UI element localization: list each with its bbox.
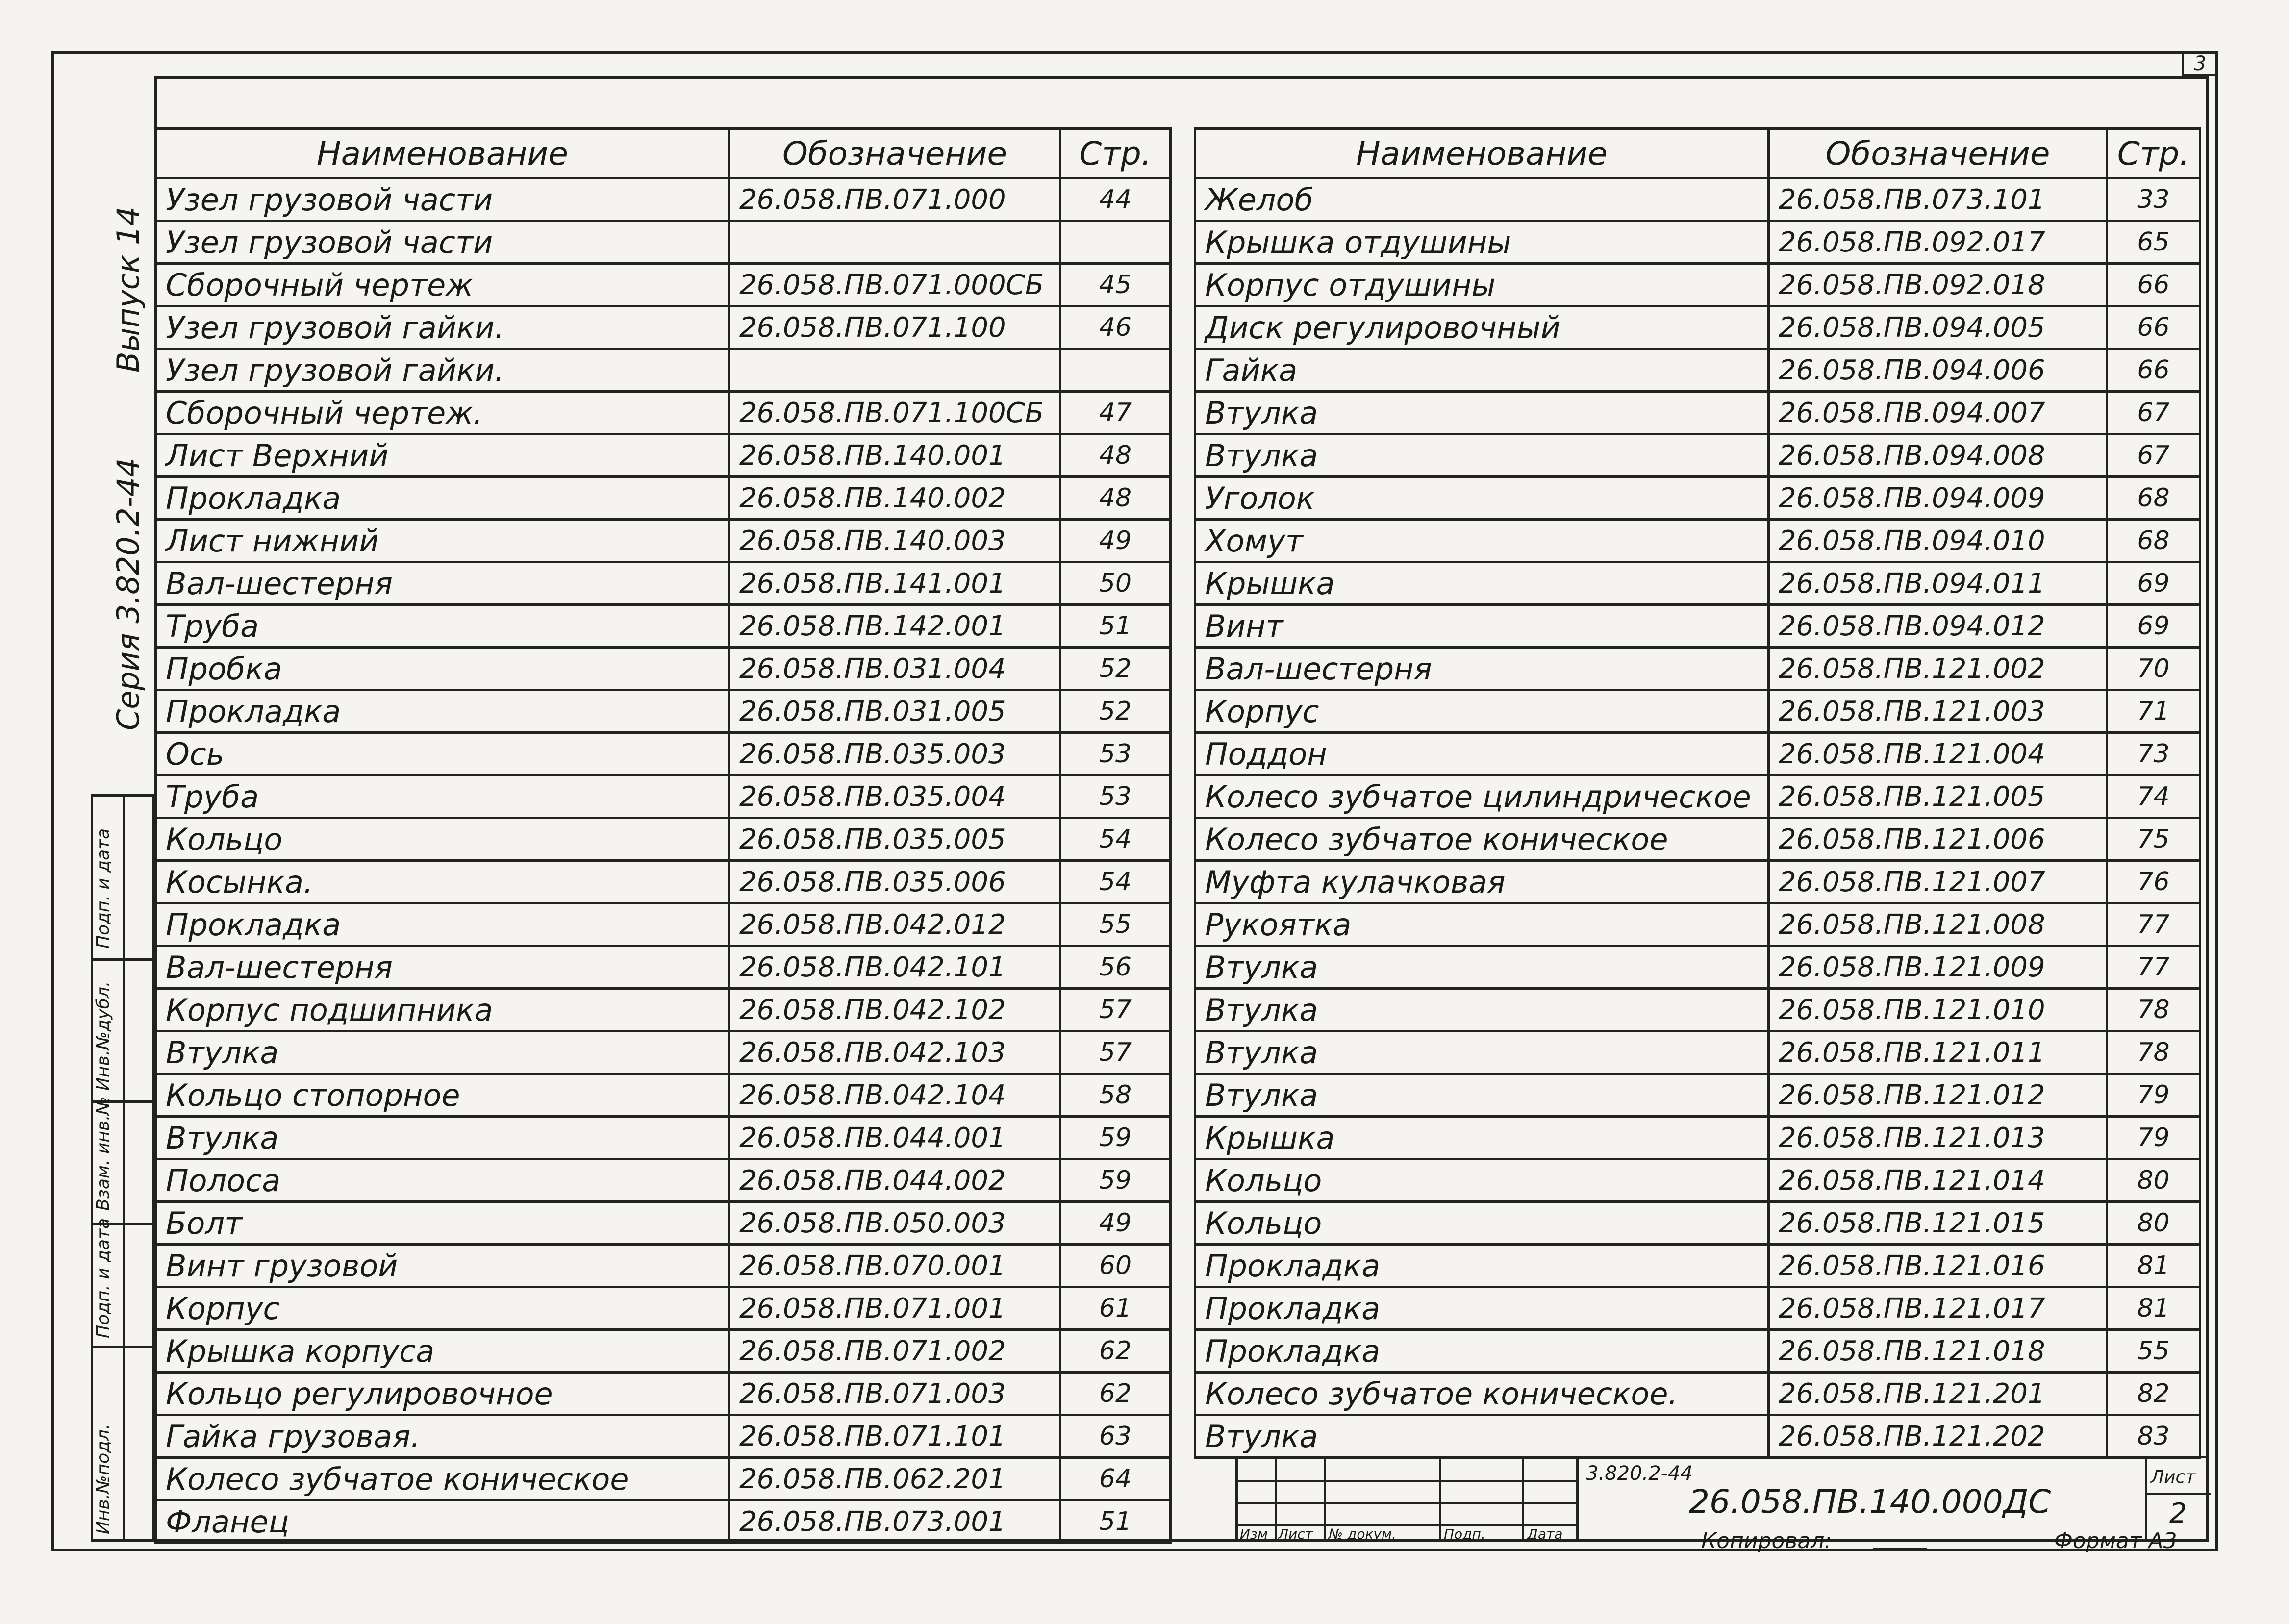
row-page: 52 [1060, 648, 1171, 690]
row-page: 74 [2107, 775, 2200, 818]
row-page: 63 [1060, 1415, 1171, 1458]
table-row [156, 1202, 1171, 1245]
table-row [1195, 1159, 2200, 1202]
row-code: 26.058.ПВ.071.100 [729, 306, 1060, 349]
row-page: 68 [2107, 477, 2200, 520]
table-row [156, 1373, 1171, 1415]
row-page: 65 [2107, 221, 2200, 264]
row-code: 26.058.ПВ.092.018 [1769, 264, 2107, 306]
series-ref: 3.820.2-44 [1586, 1462, 1693, 1485]
left-table-header [156, 129, 1171, 178]
row-code: 26.058.ПВ.071.000 [729, 178, 1060, 221]
table-row [1195, 221, 2200, 264]
header-name: Наименование [1195, 129, 1769, 178]
row-name: Втулка [1195, 392, 1769, 434]
header-page: Стр. [2107, 129, 2200, 178]
row-name: Крышка отдушины [1195, 221, 1769, 264]
row-code: 26.058.ПВ.121.015 [1769, 1202, 2107, 1245]
row-page: 64 [1060, 1458, 1171, 1500]
table-row [156, 946, 1171, 989]
row-code: 26.058.ПВ.094.009 [1769, 477, 2107, 520]
row-code: 26.058.ПВ.071.001 [729, 1287, 1060, 1330]
row-page: 66 [2107, 349, 2200, 392]
row-page: 60 [1060, 1245, 1171, 1287]
row-code: 26.058.ПВ.121.016 [1769, 1245, 2107, 1287]
row-code: 26.058.ПВ.121.008 [1769, 903, 2107, 946]
col-doc-number: № докум. [1329, 1526, 1397, 1542]
row-code: 26.058.ПВ.071.101 [729, 1415, 1060, 1458]
table-row [156, 1500, 1171, 1543]
table-row [156, 690, 1171, 733]
table-row [1195, 1373, 2200, 1415]
row-page: 46 [1060, 306, 1171, 349]
row-page: 49 [1060, 520, 1171, 562]
row-code: 26.058.ПВ.121.006 [1769, 818, 2107, 861]
row-name: Колесо зубчатое коническое [156, 1458, 729, 1500]
table-row [156, 733, 1171, 775]
table-row [1195, 1245, 2200, 1287]
row-name: Узел грузовой части [156, 221, 729, 264]
table-row [156, 1117, 1171, 1159]
row-name: Втулка [156, 1117, 729, 1159]
row-code: 26.058.ПВ.094.011 [1769, 562, 2107, 605]
row-code: 26.058.ПВ.121.018 [1769, 1330, 2107, 1373]
row-page: 77 [2107, 946, 2200, 989]
table-row [156, 818, 1171, 861]
row-page: 82 [2107, 1373, 2200, 1415]
row-name: Кольцо регулировочное [156, 1373, 729, 1415]
row-name: Прокладка [156, 477, 729, 520]
row-page: 69 [2107, 562, 2200, 605]
row-code: 26.058.ПВ.094.010 [1769, 520, 2107, 562]
row-page: 51 [1060, 605, 1171, 648]
table-row [1195, 306, 2200, 349]
row-page: 69 [2107, 605, 2200, 648]
row-name: Кольцо [1195, 1159, 1769, 1202]
row-code: 26.058.ПВ.121.004 [1769, 733, 2107, 775]
row-code: 26.058.ПВ.140.002 [729, 477, 1060, 520]
row-code: 26.058.ПВ.050.003 [729, 1202, 1060, 1245]
row-page: 45 [1060, 264, 1171, 306]
row-page: 59 [1060, 1117, 1171, 1159]
row-name: Узел грузовой части [156, 178, 729, 221]
margin-label-vzam-inv: Взам. инв.№ [93, 1097, 113, 1211]
row-name: Крышка [1195, 1117, 1769, 1159]
row-name: Вал-шестерня [156, 946, 729, 989]
row-code: 26.058.ПВ.094.007 [1769, 392, 2107, 434]
row-name: Сборочный чертеж. [156, 392, 729, 434]
table-row [1195, 946, 2200, 989]
row-name: Диск регулировочный [1195, 306, 1769, 349]
table-row [156, 1458, 1171, 1500]
table-row [156, 903, 1171, 946]
row-code: 26.058.ПВ.042.103 [729, 1031, 1060, 1074]
table-row [156, 648, 1171, 690]
row-code: 26.058.ПВ.121.007 [1769, 861, 2107, 903]
row-page: 67 [2107, 392, 2200, 434]
row-name: Корпус подшипника [156, 989, 729, 1031]
row-code: 26.058.ПВ.031.005 [729, 690, 1060, 733]
row-name: Полоса [156, 1159, 729, 1202]
row-code: 26.058.ПВ.031.004 [729, 648, 1060, 690]
row-code: 26.058.ПВ.042.104 [729, 1074, 1060, 1117]
row-name: Хомут [1195, 520, 1769, 562]
row-code: 26.058.ПВ.042.101 [729, 946, 1060, 989]
row-code: 26.058.ПВ.044.002 [729, 1159, 1060, 1202]
table-row [156, 221, 1171, 264]
row-page: 48 [1060, 477, 1171, 520]
issue-label: Выпуск 14 [110, 206, 146, 373]
margin-label-inv-dubl: Инв.№дубл. [93, 981, 113, 1091]
row-page: 57 [1060, 989, 1171, 1031]
table-row [156, 264, 1171, 306]
row-code: 26.058.ПВ.140.001 [729, 434, 1060, 477]
row-code: 26.058.ПВ.094.008 [1769, 434, 2107, 477]
table-row [1195, 690, 2200, 733]
table-row [1195, 903, 2200, 946]
row-code: 26.058.ПВ.121.010 [1769, 989, 2107, 1031]
table-row [156, 775, 1171, 818]
row-page: 81 [2107, 1287, 2200, 1330]
row-name: Втулка [156, 1031, 729, 1074]
table-row [1195, 477, 2200, 520]
row-code: 26.058.ПВ.121.009 [1769, 946, 2107, 989]
row-name: Втулка [1195, 989, 1769, 1031]
table-row [1195, 1415, 2200, 1458]
table-row [1195, 264, 2200, 306]
row-page: 50 [1060, 562, 1171, 605]
row-name: Пробка [156, 648, 729, 690]
table-row [1195, 989, 2200, 1031]
row-page: 73 [2107, 733, 2200, 775]
row-name: Ось [156, 733, 729, 775]
row-name: Рукоятка [1195, 903, 1769, 946]
row-name: Желоб [1195, 178, 1769, 221]
table-row [1195, 1031, 2200, 1074]
row-name: Лист Верхний [156, 434, 729, 477]
left-spec-table [154, 127, 1172, 1544]
row-name: Втулка [1195, 946, 1769, 989]
row-page: 77 [2107, 903, 2200, 946]
margin-label-podp-data-2: Подп. и дата [93, 828, 113, 949]
row-code: 26.058.ПВ.071.000СБ [729, 264, 1060, 306]
header-page: Стр. [1060, 129, 1171, 178]
table-row [1195, 520, 2200, 562]
row-code: 26.058.ПВ.121.011 [1769, 1031, 2107, 1074]
table-row [156, 1245, 1171, 1287]
row-page: 53 [1060, 733, 1171, 775]
row-page: 55 [2107, 1330, 2200, 1373]
margin-label-podp-data-1: Подп. и дата [93, 1218, 113, 1338]
row-page: 67 [2107, 434, 2200, 477]
row-page: 47 [1060, 392, 1171, 434]
row-page: 62 [1060, 1373, 1171, 1415]
row-name: Винт [1195, 605, 1769, 648]
row-page: 78 [2107, 1031, 2200, 1074]
row-page: 80 [2107, 1202, 2200, 1245]
row-page: 68 [2107, 520, 2200, 562]
row-code [729, 221, 1060, 264]
table-row [1195, 1074, 2200, 1117]
row-page: 54 [1060, 818, 1171, 861]
table-row [156, 1287, 1171, 1330]
table-row [1195, 1330, 2200, 1373]
table-row [156, 562, 1171, 605]
margin-label-inv-podl: Инв.№подл. [93, 1424, 113, 1534]
table-row [156, 1330, 1171, 1373]
table-row [1195, 733, 2200, 775]
row-page [1060, 349, 1171, 392]
header-code: Обозначение [729, 129, 1060, 178]
row-code: 26.058.ПВ.044.001 [729, 1117, 1060, 1159]
header-name: Наименование [156, 129, 729, 178]
row-name: Кольцо [156, 818, 729, 861]
row-name: Прокладка [156, 690, 729, 733]
row-name: Фланец [156, 1500, 729, 1543]
table-row [1195, 818, 2200, 861]
header-code: Обозначение [1769, 129, 2107, 178]
table-row [156, 520, 1171, 562]
table-row [156, 605, 1171, 648]
row-name: Косынка. [156, 861, 729, 903]
row-name: Корпус [156, 1287, 729, 1330]
row-code: 26.058.ПВ.035.003 [729, 733, 1060, 775]
row-page: 49 [1060, 1202, 1171, 1245]
corner-sheet-box [2182, 51, 2218, 76]
row-name: Кольцо стопорное [156, 1074, 729, 1117]
row-name: Лист нижний [156, 520, 729, 562]
row-name: Прокладка [156, 903, 729, 946]
row-page: 58 [1060, 1074, 1171, 1117]
row-page: 52 [1060, 690, 1171, 733]
row-name: Колесо зубчатое коническое [1195, 818, 1769, 861]
row-page: 75 [2107, 818, 2200, 861]
row-name: Гайка [1195, 349, 1769, 392]
row-page: 71 [2107, 690, 2200, 733]
row-code: 26.058.ПВ.042.012 [729, 903, 1060, 946]
row-code: 26.058.ПВ.121.017 [1769, 1287, 2107, 1330]
row-name: Уголок [1195, 477, 1769, 520]
sheet-label: Лист [2151, 1467, 2196, 1487]
row-name: Прокладка [1195, 1287, 1769, 1330]
row-name: Вал-шестерня [1195, 648, 1769, 690]
row-page: 59 [1060, 1159, 1171, 1202]
row-name: Сборочный чертеж [156, 264, 729, 306]
row-code: 26.058.ПВ.071.100СБ [729, 392, 1060, 434]
table-row [1195, 648, 2200, 690]
row-page: 56 [1060, 946, 1171, 989]
table-row [1195, 392, 2200, 434]
table-row [1195, 1287, 2200, 1330]
row-name: Колесо зубчатое коническое. [1195, 1373, 1769, 1415]
table-row [1195, 775, 2200, 818]
table-row [1195, 178, 2200, 221]
row-name: Втулка [1195, 434, 1769, 477]
row-page: 62 [1060, 1330, 1171, 1373]
row-code: 26.058.ПВ.092.017 [1769, 221, 2107, 264]
table-row [1195, 562, 2200, 605]
table-row [156, 1159, 1171, 1202]
row-code: 26.058.ПВ.121.003 [1769, 690, 2107, 733]
row-page: 66 [2107, 264, 2200, 306]
format-label: Формат А3 [2054, 1528, 2177, 1553]
row-page: 70 [2107, 648, 2200, 690]
row-code: 26.058.ПВ.121.012 [1769, 1074, 2107, 1117]
row-code: 26.058.ПВ.121.005 [1769, 775, 2107, 818]
row-page: 55 [1060, 903, 1171, 946]
row-page: 61 [1060, 1287, 1171, 1330]
row-name: Прокладка [1195, 1245, 1769, 1287]
row-code: 26.058.ПВ.141.001 [729, 562, 1060, 605]
row-name: Труба [156, 605, 729, 648]
row-page: 81 [2107, 1245, 2200, 1287]
table-row [156, 1074, 1171, 1117]
row-code: 26.058.ПВ.042.102 [729, 989, 1060, 1031]
table-row [1195, 1202, 2200, 1245]
row-name: Прокладка [1195, 1330, 1769, 1373]
row-code: 26.058.ПВ.070.001 [729, 1245, 1060, 1287]
row-name: Болт [156, 1202, 729, 1245]
row-name: Вал-шестерня [156, 562, 729, 605]
row-name: Узел грузовой гайки. [156, 306, 729, 349]
row-page: 57 [1060, 1031, 1171, 1074]
row-page: 79 [2107, 1117, 2200, 1159]
row-code: 26.058.ПВ.121.202 [1769, 1415, 2107, 1458]
row-page: 33 [2107, 178, 2200, 221]
row-name: Поддон [1195, 733, 1769, 775]
right-spec-table [1194, 127, 2201, 1459]
row-name: Крышка корпуса [156, 1330, 729, 1373]
copier-signature [1873, 1528, 1927, 1550]
table-row [156, 349, 1171, 392]
table-row [1195, 434, 2200, 477]
table-row [156, 434, 1171, 477]
right-table-header [1195, 129, 2200, 178]
row-code: 26.058.ПВ.073.001 [729, 1500, 1060, 1543]
row-page: 83 [2107, 1415, 2200, 1458]
table-row [156, 861, 1171, 903]
row-code: 26.058.ПВ.140.003 [729, 520, 1060, 562]
row-code: 26.058.ПВ.094.006 [1769, 349, 2107, 392]
row-code: 26.058.ПВ.035.005 [729, 818, 1060, 861]
table-row [1195, 349, 2200, 392]
copied-label: Копировал: [1701, 1528, 1832, 1553]
row-page: 78 [2107, 989, 2200, 1031]
row-page: 79 [2107, 1074, 2200, 1117]
col-podp: Подп. [1444, 1526, 1485, 1542]
row-code: 26.058.ПВ.071.002 [729, 1330, 1060, 1373]
row-code: 26.058.ПВ.094.005 [1769, 306, 2107, 349]
row-name: Корпус отдушины [1195, 264, 1769, 306]
row-page: 53 [1060, 775, 1171, 818]
table-row [1195, 1117, 2200, 1159]
row-code: 26.058.ПВ.094.012 [1769, 605, 2107, 648]
row-name: Корпус [1195, 690, 1769, 733]
corner-sheet-number: 3 [2193, 52, 2207, 75]
document-designation: 26.058.ПВ.140.000ДС [1689, 1483, 2051, 1521]
row-name: Гайка грузовая. [156, 1415, 729, 1458]
row-code: 26.058.ПВ.073.101 [1769, 178, 2107, 221]
row-name: Втулка [1195, 1031, 1769, 1074]
table-row [156, 989, 1171, 1031]
row-code: 26.058.ПВ.035.004 [729, 775, 1060, 818]
table-row [1195, 605, 2200, 648]
row-code: 26.058.ПВ.035.006 [729, 861, 1060, 903]
row-name: Муфта кулачковая [1195, 861, 1769, 903]
row-name: Втулка [1195, 1415, 1769, 1458]
row-page: 51 [1060, 1500, 1171, 1543]
row-page: 66 [2107, 306, 2200, 349]
table-row [156, 178, 1171, 221]
row-name: Винт грузовой [156, 1245, 729, 1287]
col-izm: Изм [1240, 1526, 1268, 1542]
row-name: Кольцо [1195, 1202, 1769, 1245]
table-row [156, 392, 1171, 434]
table-row [1195, 861, 2200, 903]
row-page [1060, 221, 1171, 264]
col-list: Лист [1278, 1526, 1313, 1542]
row-code: 26.058.ПВ.142.001 [729, 605, 1060, 648]
row-page: 48 [1060, 434, 1171, 477]
row-code: 26.058.ПВ.121.201 [1769, 1373, 2107, 1415]
row-name: Узел грузовой гайки. [156, 349, 729, 392]
row-name: Колесо зубчатое цилиндрическое [1195, 775, 1769, 818]
row-page: 54 [1060, 861, 1171, 903]
row-page: 80 [2107, 1159, 2200, 1202]
table-row [156, 1031, 1171, 1074]
row-code: 26.058.ПВ.121.014 [1769, 1159, 2107, 1202]
row-code [729, 349, 1060, 392]
row-code: 26.058.ПВ.121.013 [1769, 1117, 2107, 1159]
table-row [156, 306, 1171, 349]
table-row [156, 477, 1171, 520]
col-data: Дата [1527, 1526, 1563, 1542]
sheet-number: 2 [2169, 1498, 2187, 1529]
row-page: 44 [1060, 178, 1171, 221]
row-code: 26.058.ПВ.062.201 [729, 1458, 1060, 1500]
row-code: 26.058.ПВ.071.003 [729, 1373, 1060, 1415]
series-label: Серия 3.820.2-44 [110, 457, 146, 730]
row-name: Крышка [1195, 562, 1769, 605]
row-page: 76 [2107, 861, 2200, 903]
table-row [156, 1415, 1171, 1458]
row-name: Труба [156, 775, 729, 818]
row-code: 26.058.ПВ.121.002 [1769, 648, 2107, 690]
row-name: Втулка [1195, 1074, 1769, 1117]
